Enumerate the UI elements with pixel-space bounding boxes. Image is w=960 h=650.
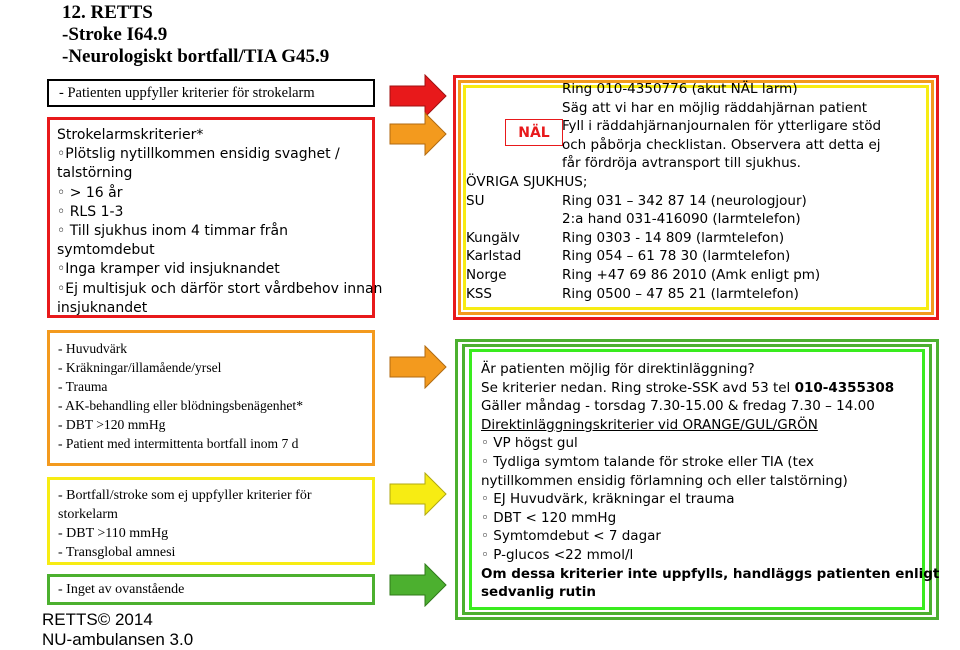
right-top-content [466,80,936,303]
red-line: ◦Ej multisjuk och därför stort vårdbehov innan [57,280,383,297]
orange-line: - Trauma [58,379,108,394]
orange-criteria-box [47,330,375,466]
criteria-item: ◦ VP högst gul [481,435,578,452]
hospital-info: Ring +47 69 86 2010 (Amk enligt pm) [562,266,821,283]
green-text: - Inget av ovanstående [58,582,185,597]
stroke-nurse-line [481,379,921,398]
footer [42,610,193,650]
footer-line-1: RETTS© 2014 [42,610,153,629]
criteria-intro-box [47,79,375,107]
hospital-row [466,192,936,211]
red-line: ◦Plötslig nytillkommen ensidig svaghet / [57,146,340,163]
red-line: ◦ RLS 1-3 [57,203,124,220]
nal-line: och påbörja checklistan. Observera att detta ej [562,136,881,153]
yellow-arrow-icon [389,472,447,516]
red-line: ◦ > 16 år [57,184,123,201]
red-line: ◦ Till sjukhus inom 4 timmar från [57,223,288,240]
yellow-line: storkelarm [58,507,118,522]
criteria-item: ◦ EJ Huvudvärk, kräkningar el trauma [481,491,735,508]
stroke-nurse-text: Se kriterier nedan. Ring stroke-SSK avd 53 tel [481,379,795,396]
hospital-row [466,229,936,248]
other-hospitals-title: ÖVRIGA SJUKHUS; [466,173,588,190]
criteria-intro-text: - Patienten uppfyller kriterier för strokelarm [59,85,315,101]
orange-line: - AK-behandling eller blödningsbenägenhet* [58,398,303,413]
criteria-item: ◦ Tydliga symtom talande för stroke eller TIA (tex [481,453,815,470]
orange-line: - Kräkningar/illamående/yrsel [58,360,222,375]
hospital-info: Ring 054 – 61 78 30 (larmtelefon) [562,248,791,265]
stroke-nurse-phone: 010-4355308 [794,379,895,396]
page-header [62,2,329,68]
red-line: symtomdebut [57,242,155,259]
conclusion-line-2: sedvanlig rutin [481,584,596,601]
orange-line: - Huvudvärk [58,341,128,356]
hospital-info: Ring 0303 - 14 809 (larmtelefon) [562,229,785,246]
red-criteria-box [47,117,383,318]
orange-arrow-icon [389,345,447,389]
orange-line: - Patient med intermittenta bortfall inom 7 d [58,436,299,451]
hospital-name [466,210,562,229]
hospital-info: 2:a hand 031-416090 (larmtelefon) [562,211,801,228]
yellow-line: - Transglobal amnesi [58,545,176,560]
criteria-item: ◦ P-glucos <22 mmol/l [481,546,634,563]
orange-arrow-icon [389,112,447,156]
direct-admission-question: Är patienten möjlig för direktinläggning? [481,361,755,377]
hospital-row [466,285,936,304]
hospital-info: Ring 031 – 342 87 14 (neurologjour) [562,192,807,209]
red-line: talstörning [57,165,133,182]
yellow-criteria-box [47,477,375,565]
header-line-2: -Stroke I64.9 [62,24,168,45]
direct-admission-content [481,360,940,602]
hospital-info: Ring 0500 – 47 85 21 (larmtelefon) [562,285,799,302]
hospital-row [466,247,936,266]
hospital-row [466,210,936,229]
criteria-item: ◦ Symtomdebut < 7 dagar [481,528,661,545]
criteria-heading: Direktinläggningskriterier vid ORANGE/GUL/GRÖN [481,416,818,433]
nal-line: Ring 010-4350776 (akut NÄL larm) [562,81,798,97]
criteria-item: ◦ DBT < 120 mmHg [481,509,617,526]
hospital-row [466,266,936,285]
footer-line-2: NU-ambulansen 3.0 [42,630,194,649]
yellow-line: - DBT >110 mmHg [58,526,169,541]
opening-hours: Gäller måndag - torsdag 7.30-15.00 & fredag 7.30 – 14.00 [481,398,875,415]
orange-line: - DBT >120 mmHg [58,417,166,432]
conclusion-line-1: Om dessa kriterier inte uppfylls, handläggs patienten enligt [481,565,940,582]
hospital-name: SU [466,192,485,209]
nal-line: får fördröja avtransport till sjukhus. [562,155,801,172]
hospital-name: KSS [466,285,492,302]
header-line-3: -Neurologiskt bortfall/TIA G45.9 [62,46,330,67]
hospital-name: Norge [466,266,507,283]
red-line: Strokelarmskriterier* [57,127,204,143]
yellow-line: - Bortfall/stroke som ej uppfyller kriterier för [58,488,312,503]
nal-line: Säg att vi har en möjlig räddahjärnan patient [562,99,868,116]
green-arrow-icon [389,563,447,607]
hospital-name: Karlstad [466,248,522,265]
red-line: insjuknandet [57,299,148,316]
nal-line: Fyll i räddahjärnanjournalen för ytterligare stöd [562,118,882,135]
red-line: ◦Inga kramper vid insjuknandet [57,261,280,278]
green-criteria-box [47,574,375,605]
nal-badge: NÄL [505,119,563,146]
hospital-name: Kungälv [466,229,520,246]
criteria-item: nytillkommen ensidig förlamning och eller talstörning) [481,472,848,489]
header-line-1: 12. RETTS [62,2,153,23]
